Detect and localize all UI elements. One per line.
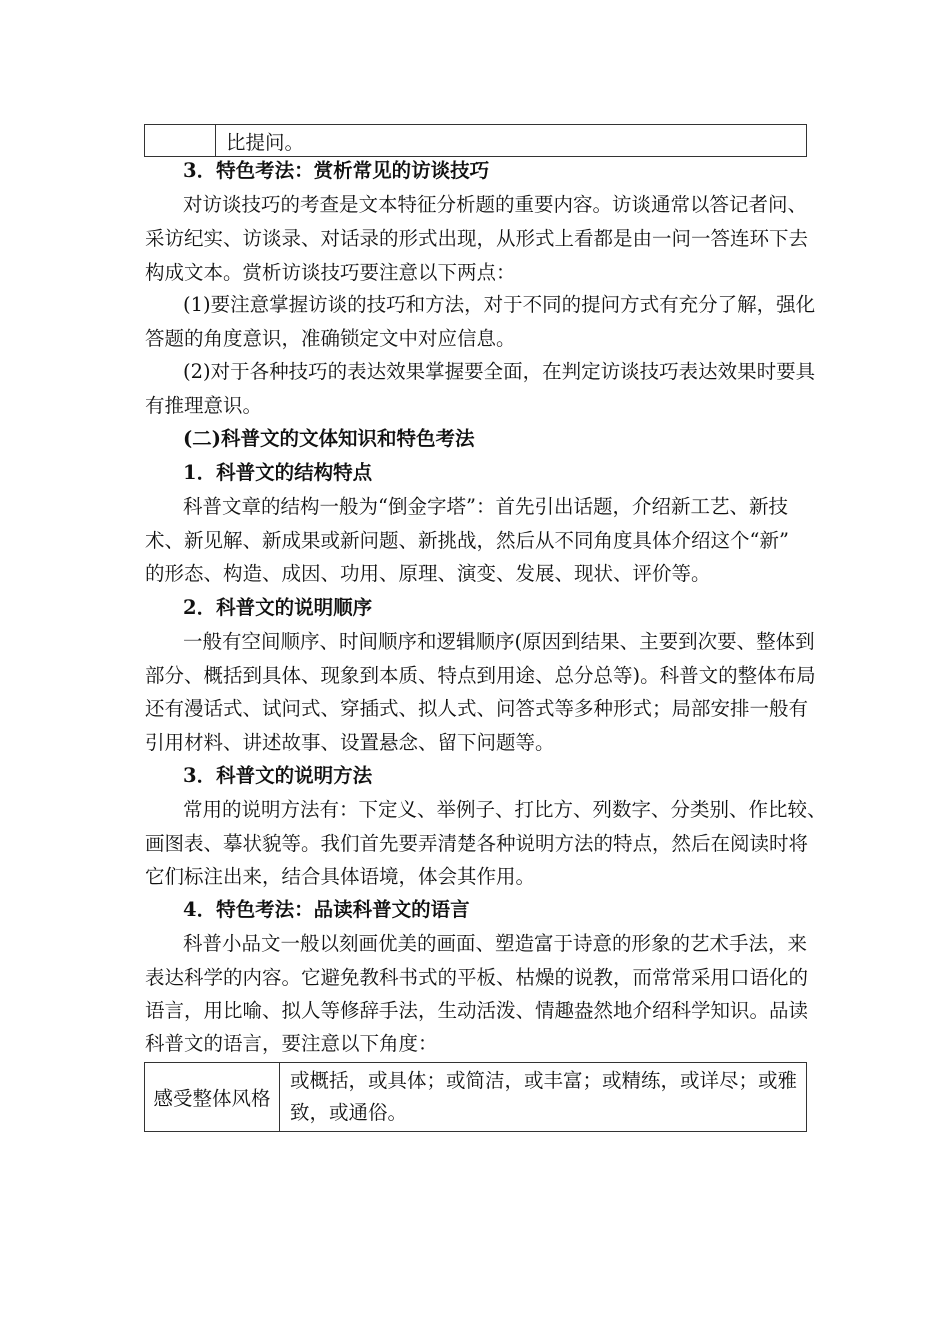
- sub4-line-3: 语言，用比喻、拟人等修辞手法，生动活泼、情趣盎然地介绍科学知识。品读: [145, 999, 809, 1022]
- part2-heading: (二)科普文的文体知识和特色考法: [183, 427, 475, 450]
- sub4-line-1: 科普小品文一般以刻画优美的画面、塑造富于诗意的形象的艺术手法，来: [183, 932, 808, 955]
- sub1-heading: 1．科普文的结构特点: [183, 461, 373, 484]
- sub2-line-2: 部分、概括到具体、现象到本质、特点到用途、总分总等)。科普文的整体布局: [145, 664, 816, 687]
- sub4-line-2: 表达科学的内容。它避免教科书式的平板、枯燥的说教，而常常采用口语化的: [145, 966, 809, 989]
- sub2-line-3: 还有漫话式、试问式、穿插式、拟人式、问答式等多种形式；局部安排一般有: [145, 697, 809, 720]
- sub2-line-1: 一般有空间顺序、时间顺序和逻辑顺序(原因到结果、主要到次要、整体到: [183, 630, 815, 653]
- sub3-heading: 3．科普文的说明方法: [183, 764, 373, 787]
- sub2-line-4: 引用材料、讲述故事、设置悬念、留下问题等。: [145, 731, 555, 754]
- point2-line-1: (2)对于各种技巧的表达效果掌握要全面，在判定访谈技巧表达效果时要具: [183, 360, 816, 383]
- sub2-heading: 2．科普文的说明顺序: [183, 596, 373, 619]
- sub1-line-1: 科普文章的结构一般为“倒金字塔”：首先引出话题，介绍新工艺、新技: [183, 495, 788, 518]
- section3-line-3: 构成文本。赏析访谈技巧要注意以下两点：: [145, 261, 516, 284]
- point1-line-2: 答题的角度意识，准确锁定文中对应信息。: [145, 327, 516, 350]
- sub1-line-2: 术、新见解、新成果或新问题、新挑战，然后从不同角度具体介绍这个“新”: [145, 529, 789, 552]
- sub3-line-1: 常用的说明方法有：下定义、举例子、打比方、列数字、分类别、作比较、: [183, 798, 827, 821]
- sub1-line-3: 的形态、构造、成因、功用、原理、演变、发展、现状、评价等。: [145, 562, 711, 585]
- point1-line-1: (1)要注意掌握访谈的技巧和方法，对于不同的提问方式有充分了解，强化: [183, 293, 816, 316]
- table-content-cell: 或概括，或具体；或简洁，或丰富；或精练，或详尽；或雅致，或通俗。: [280, 1063, 807, 1132]
- sub4-line-4: 科普文的语言，要注意以下角度：: [145, 1032, 438, 1055]
- top-table-fragment: [144, 124, 807, 157]
- point2-line-2: 有推理意识。: [145, 394, 263, 417]
- sub3-line-2: 画图表、摹状貌等。我们首先要弄清楚各种说明方法的特点，然后在阅读时将: [145, 832, 809, 855]
- section3-line-2: 采访纪实、访谈录、对话录的形式出现，从形式上看都是由一问一答连环下去: [145, 227, 809, 250]
- section3-line-1: 对访谈技巧的考查是文本特征分析题的重要内容。访谈通常以答记者问、: [183, 193, 808, 216]
- language-angle-table: [144, 1062, 807, 1132]
- sub3-line-3: 它们标注出来，结合具体语境，体会其作用。: [145, 865, 536, 888]
- table-label-cell: 感受整体风格: [145, 1063, 280, 1132]
- top-table-right-cell: 比提问。: [216, 125, 807, 157]
- top-table-left-cell: [145, 125, 216, 157]
- sub4-heading: 4．特色考法：品读科普文的语言: [183, 898, 470, 921]
- section3-heading: 3．特色考法：赏析常见的访谈技巧: [183, 159, 490, 182]
